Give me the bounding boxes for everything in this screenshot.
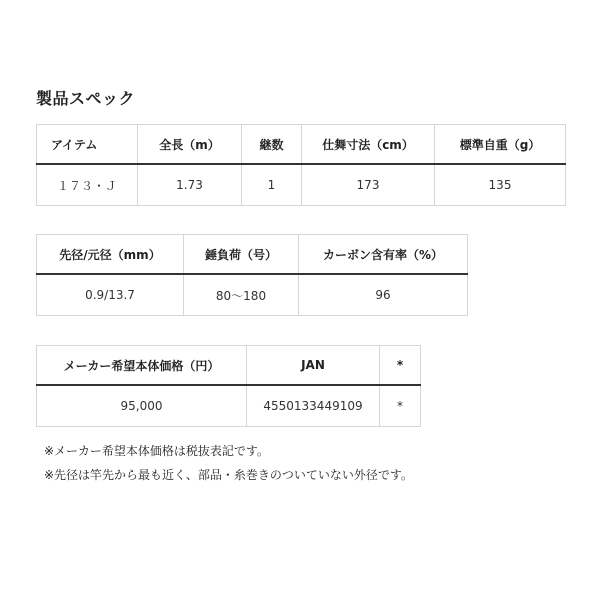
table-header-row [37,346,421,386]
cell-jan: 4550133449109 [247,385,380,427]
note-diameter: ※先径は竿先から最も近く、部品・糸巻きのついていない外径です。 [44,468,413,482]
header-price: メーカー希望本体価格（円） [37,346,247,386]
header-closed-length: 仕舞寸法（cm） [302,125,435,165]
table-header-row [37,235,468,275]
cell-price: 95,000 [37,385,247,427]
header-jan: JAN [247,346,380,386]
table-row [37,164,566,206]
header-item: アイテム [37,125,138,165]
header-carbon-content: カーボン含有率（%） [299,235,468,275]
header-diameter: 先径/元径（mm） [37,235,184,275]
note-price-tax: ※メーカー希望本体価格は税抜表記です。 [44,444,269,458]
table-row [37,385,421,427]
cell-total-length: 1.73 [138,164,242,206]
header-asterisk: * [380,346,421,386]
cell-weight: 135 [435,164,566,206]
header-weight: 標準自重（g） [435,125,566,165]
cell-sinker-load: 80～180 [184,274,299,316]
cell-carbon-content: 96 [299,274,468,316]
cell-closed-length: 173 [302,164,435,206]
table-header-row [37,125,566,165]
cell-asterisk: * [380,385,421,427]
cell-sections: 1 [242,164,302,206]
header-sections: 継数 [242,125,302,165]
header-total-length: 全長（m） [138,125,242,165]
table-row [37,274,468,316]
header-sinker-load: 錘負荷（号） [184,235,299,275]
section-title: 製品スペック [36,89,136,108]
cell-diameter: 0.9/13.7 [37,274,184,316]
spec-table-basic [36,124,566,206]
spec-table-diameter [36,234,468,316]
cell-item: １７３・Ｊ [37,164,138,206]
spec-table-price [36,345,421,427]
